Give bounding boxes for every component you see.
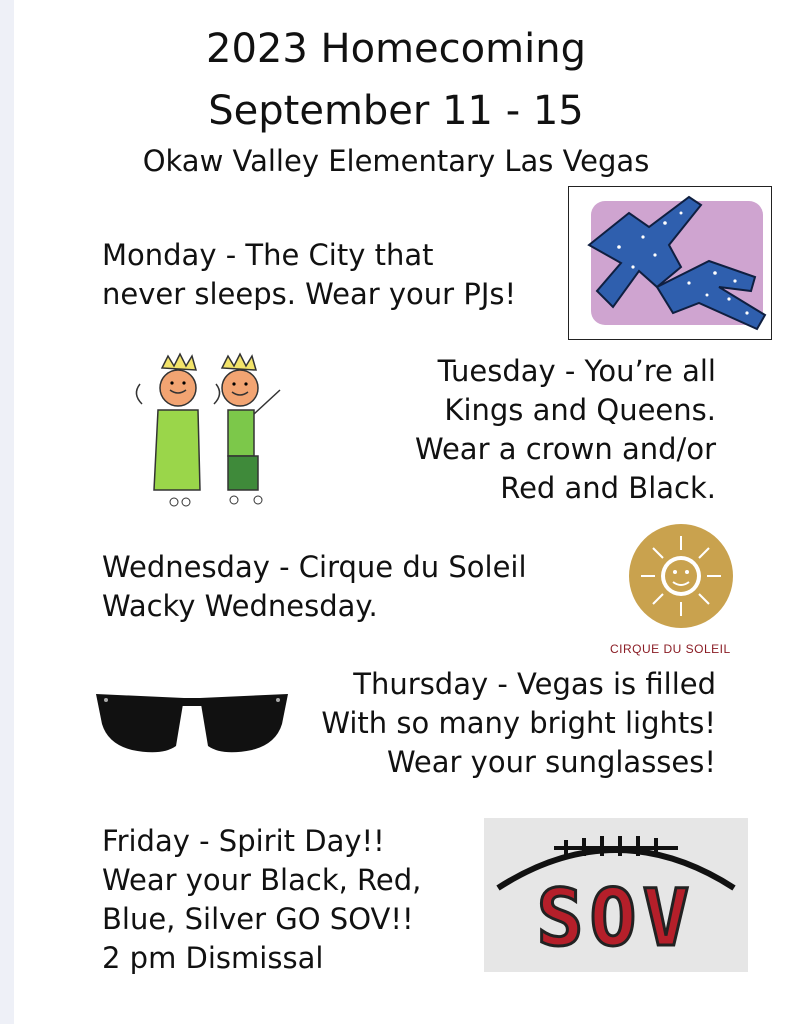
sunglasses-icon <box>92 684 292 764</box>
thursday-line-2: With so many bright lights! <box>321 706 716 740</box>
wednesday-line-1: Wednesday - Cirque du Soleil <box>102 550 527 584</box>
thursday-line-3: Wear your sunglasses! <box>386 745 716 779</box>
monday-line-2: never sleeps. Wear your PJs! <box>102 277 517 311</box>
tuesday-line-1: Tuesday - You’re all <box>437 354 716 388</box>
tuesday-line-3: Wear a crown and/or <box>414 432 716 466</box>
king-queen-image <box>126 350 296 515</box>
crown-figures-icon <box>126 350 296 515</box>
subtitle: Okaw Valley Elementary Las Vegas <box>142 144 650 178</box>
cirque-logo-text: CIRQUE DU SOLEIL <box>610 642 731 656</box>
tuesday-line-2: Kings and Queens. <box>444 393 716 427</box>
friday-line-3: Blue, Silver GO SOV!! <box>102 902 414 936</box>
sov-logo <box>484 818 748 972</box>
pajamas-image <box>568 186 772 340</box>
sun-icon <box>606 522 756 632</box>
pajamas-icon <box>569 187 771 339</box>
friday-line-1: Friday - Spirit Day!! <box>102 824 385 858</box>
monday-line-1: Monday - The City that <box>102 238 434 272</box>
tuesday-line-4: Red and Black. <box>500 471 716 505</box>
wednesday-line-2: Wacky Wednesday. <box>102 589 378 623</box>
friday-line-4: 2 pm Dismissal <box>102 941 324 975</box>
title-line-2: September 11 - 15 <box>208 88 584 134</box>
cirque-du-soleil-logo <box>606 522 756 662</box>
sov-logo-text: SOV <box>536 874 696 964</box>
sunglasses-image <box>92 684 292 764</box>
title-line-1: 2023 Homecoming <box>206 26 586 72</box>
friday-line-2: Wear your Black, Red, <box>102 863 422 897</box>
thursday-line-1: Thursday - Vegas is filled <box>353 667 716 701</box>
